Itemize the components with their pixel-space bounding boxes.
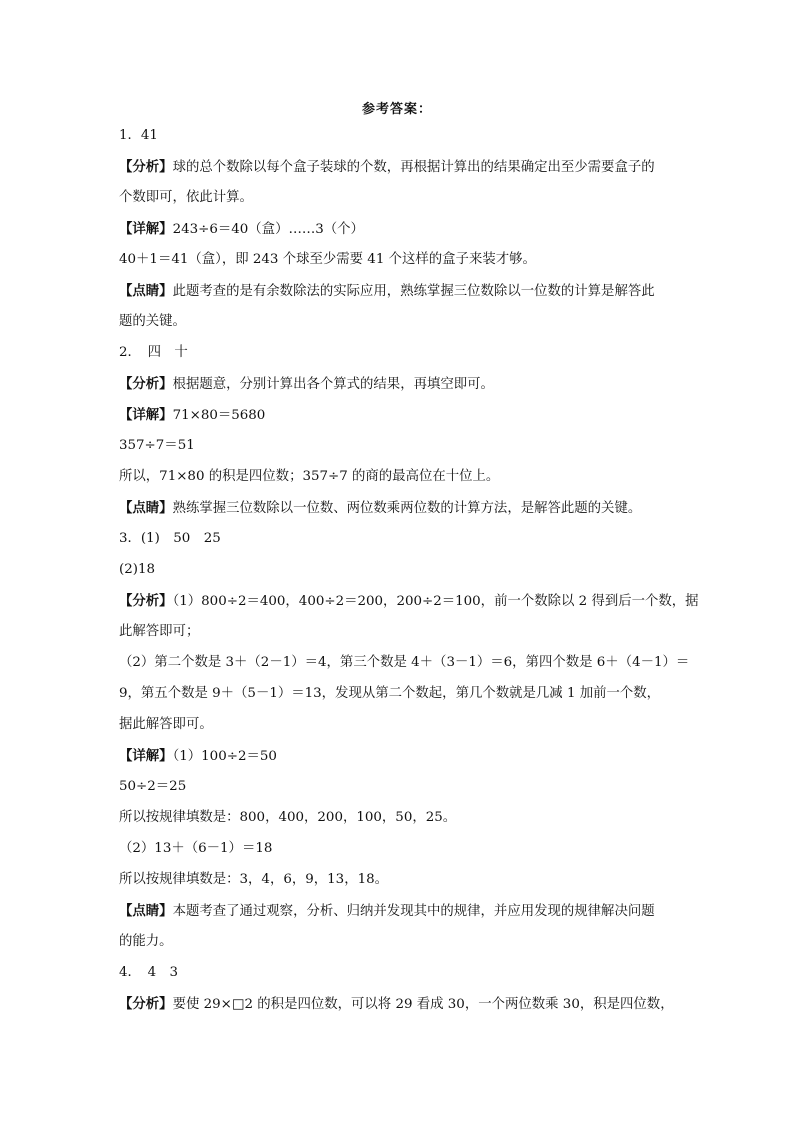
line-text: 此题考查的是有余数除法的实际应用，熟练掌握三位数除以一位数的计算是解答此	[172, 284, 655, 299]
answer-line	[119, 436, 679, 456]
line-text: 的能力。	[119, 934, 173, 949]
answer-line	[119, 684, 679, 704]
section-tag: 【点睛】	[119, 903, 173, 919]
line-text: （1）100÷2＝50	[172, 749, 277, 764]
line-text: 4． 4 3	[119, 965, 179, 980]
line-text: 50÷2＝25	[119, 779, 187, 794]
section-tag: 【详解】	[119, 407, 173, 423]
line-text: 此解答即可；	[119, 624, 200, 639]
section-tag: 【详解】	[119, 221, 173, 237]
answer-line	[119, 715, 679, 735]
line-text: 个数即可，依此计算。	[119, 190, 253, 205]
line-text: (2)18	[119, 562, 156, 577]
answer-line	[119, 808, 679, 828]
answer-line	[119, 498, 679, 519]
answer-line	[119, 343, 679, 363]
section-tag: 【分析】	[119, 996, 173, 1012]
line-text: 所以，71×80 的积是四位数；357÷7 的商的最高位在十位上。	[119, 469, 500, 484]
answer-line	[119, 994, 679, 1015]
answer-line	[119, 126, 679, 146]
line-text: 要使 29×□2 的积是四位数，可以将 29 看成 30，一个两位数乘 30，积是四位数，	[172, 997, 674, 1012]
line-text: 所以按规律填数是：800，400，200，100，50，25。	[119, 810, 457, 825]
answer-line	[119, 963, 679, 983]
answer-line	[119, 188, 679, 208]
answer-line	[119, 467, 679, 487]
answer-line	[119, 281, 679, 302]
line-text: 9，第五个数是 9＋（5－1）＝13，发现从第二个数起，第几个数就是几减 1 加前一个数，	[119, 686, 661, 701]
line-text: 2． 四 十	[119, 345, 188, 360]
page-title: 参考答案：	[361, 102, 432, 117]
answer-line	[119, 653, 690, 673]
line-text: 357÷7＝51	[119, 438, 195, 453]
answer-line	[119, 622, 679, 642]
line-text: 243÷6＝40（盒）……3（个）	[172, 222, 364, 237]
section-tag: 【分析】	[119, 159, 173, 175]
answer-line	[119, 746, 679, 767]
line-text: 所以按规律填数是：3，4，6，9，13，18。	[119, 872, 389, 887]
answer-line	[119, 870, 679, 890]
section-tag: 【分析】	[119, 593, 173, 609]
section-tag: 【点睛】	[119, 283, 173, 299]
line-text: 根据题意，分别计算出各个算式的结果，再填空即可。	[172, 377, 494, 392]
line-text: （2）13＋（6－1）＝18	[119, 841, 273, 856]
line-text: 71×80＝5680	[172, 408, 266, 423]
section-tag: 【点睛】	[119, 500, 173, 516]
answer-line	[119, 560, 679, 580]
line-text: 1．41	[119, 128, 158, 143]
answer-line	[119, 157, 679, 178]
answer-line	[119, 901, 679, 922]
answer-line	[119, 591, 699, 612]
line-text: 40＋1＝41（盒），即 243 个球至少需要 41 个这样的盒子来装才够。	[119, 252, 536, 267]
answer-line	[119, 839, 679, 859]
answer-line	[119, 405, 679, 426]
section-tag: 【详解】	[119, 748, 173, 764]
answer-line	[119, 777, 679, 797]
line-text: 球的总个数除以每个盒子装球的个数，再根据计算出的结果确定出至少需要盒子的	[172, 160, 655, 175]
line-text: （2）第二个数是 3＋（2－1）＝4，第三个数是 4＋（3－1）＝6，第四个数是 6＋（4－1）＝	[119, 655, 690, 670]
section-tag: 【分析】	[119, 376, 173, 392]
answer-line	[119, 529, 679, 549]
answer-line	[119, 374, 679, 395]
line-text: 据此解答即可。	[119, 717, 213, 732]
line-text: 本题考查了通过观察，分析、归纳并发现其中的规律，并应用发现的规律解决问题	[172, 904, 655, 919]
answer-line	[119, 250, 679, 270]
line-text: 3．(1) 50 25	[119, 531, 221, 546]
answer-line	[119, 312, 679, 332]
line-text: 熟练掌握三位数除以一位数、两位数乘两位数的计算方法，是解答此题的关键。	[172, 501, 642, 516]
line-text: （1）800÷2＝400，400÷2＝200，200÷2＝100，前一个数除以 2 得到后一个数，据	[172, 594, 699, 609]
answer-line	[119, 932, 679, 952]
line-text: 题的关键。	[119, 314, 186, 329]
answer-line	[119, 219, 679, 240]
